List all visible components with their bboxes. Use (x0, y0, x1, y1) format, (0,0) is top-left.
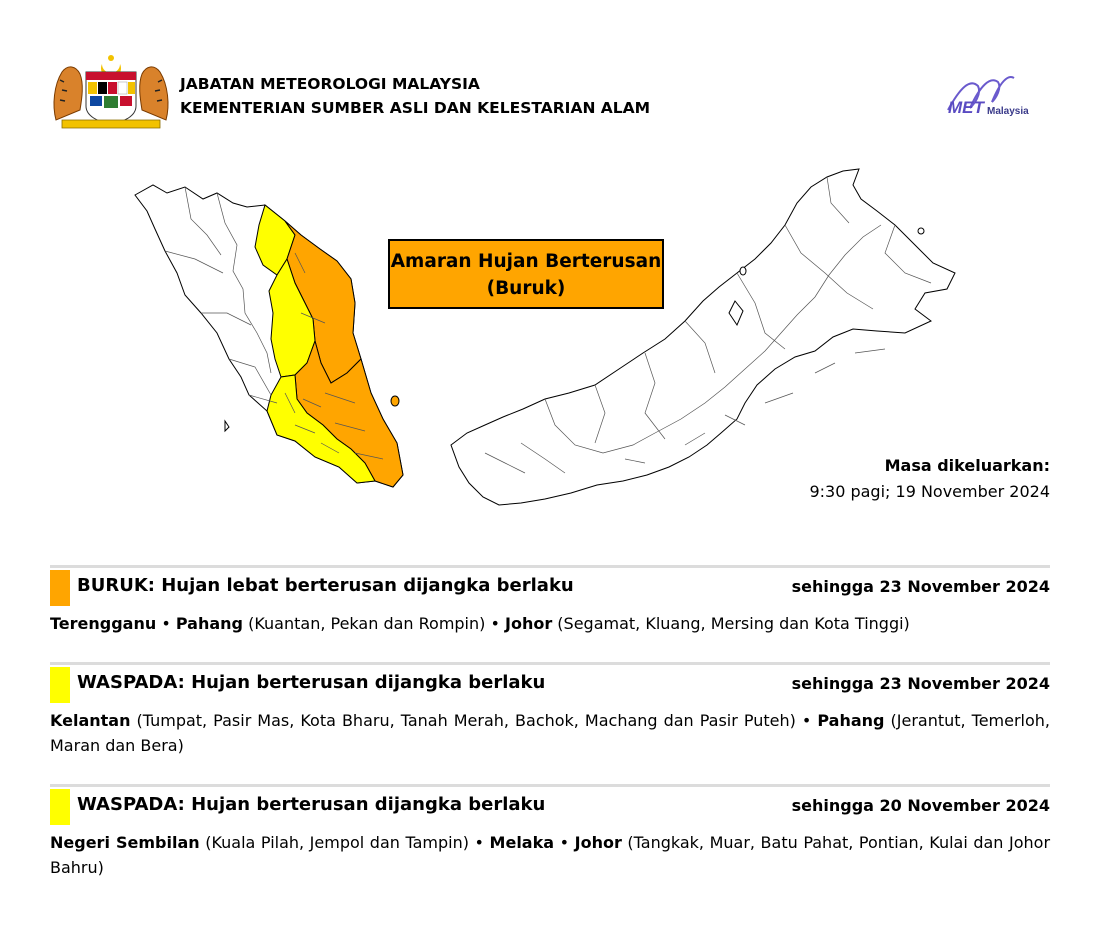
issued-time (809, 453, 1050, 505)
separator: • (795, 711, 818, 730)
district-list: (Jerantut, Temerloh, Maran dan Bera) (50, 711, 1051, 755)
met-malaysia-logo-icon (940, 68, 1050, 118)
district-list: (Segamat, Kluang, Mersing dan Kota Tinggi) (552, 614, 910, 633)
state-name: Johor (574, 833, 622, 852)
svg-text:MET: MET (948, 98, 984, 117)
affected-areas (50, 611, 1050, 636)
state-name: Negeri Sembilan (50, 833, 200, 852)
section-divider (50, 784, 1050, 787)
waspada-color-swatch (50, 789, 70, 825)
state-name: Johor (505, 614, 553, 633)
separator: • (156, 614, 176, 633)
section-divider (50, 565, 1050, 568)
ministry-name: KEMENTERIAN SUMBER ASLI DAN KELESTARIAN ALAM (180, 99, 651, 117)
warning-banner (388, 239, 664, 309)
separator: • (468, 833, 490, 852)
section-title: BURUK: Hujan lebat berterusan dijangka berlaku (77, 575, 574, 596)
state-name: Melaka (489, 833, 555, 852)
state-name: Pahang (817, 711, 885, 730)
separator: • (554, 833, 575, 852)
banner-level: (Buruk) (486, 278, 566, 299)
separator: • (485, 614, 505, 633)
section-until-date: sehingga 23 November 2024 (791, 577, 1050, 596)
org-name: JABATAN METEOROLOGI MALAYSIA (180, 75, 480, 93)
district-list: (Kuantan, Pekan dan Rompin) (243, 614, 486, 633)
state-name: Pahang (175, 614, 243, 633)
peninsular-malaysia-map (135, 185, 403, 487)
district-list: (Tumpat, Pasir Mas, Kota Bharu, Tanah Merah, Bachok, Machang dan Pasir Puteh) (130, 711, 796, 730)
buruk-color-swatch (50, 570, 70, 606)
section-title: WASPADA: Hujan berterusan dijangka berlaku (77, 794, 546, 815)
district-list: (Tangkak, Muar, Batu Pahat, Pontian, Kulai dan Johor Bahru) (50, 833, 1051, 877)
state-name: Terengganu (50, 614, 157, 633)
section-title: WASPADA: Hujan berterusan dijangka berlaku (77, 672, 546, 693)
banner-title: Amaran Hujan Berterusan (390, 251, 662, 272)
affected-areas (50, 830, 1050, 880)
issued-value: 9:30 pagi; 19 November 2024 (809, 482, 1050, 501)
svg-text:Malaysia: Malaysia (987, 106, 1029, 117)
affected-areas (50, 708, 1050, 758)
section-divider (50, 662, 1050, 665)
issued-label: Masa dikeluarkan: (884, 456, 1050, 475)
section-until-date: sehingga 20 November 2024 (791, 796, 1050, 815)
state-name: Kelantan (50, 711, 131, 730)
section-until-date: sehingga 23 November 2024 (791, 674, 1050, 693)
coat-of-arms-icon (50, 50, 172, 132)
waspada-color-swatch (50, 667, 70, 703)
district-list: (Kuala Pilah, Jempol dan Tampin) (199, 833, 469, 852)
header (50, 50, 1050, 135)
